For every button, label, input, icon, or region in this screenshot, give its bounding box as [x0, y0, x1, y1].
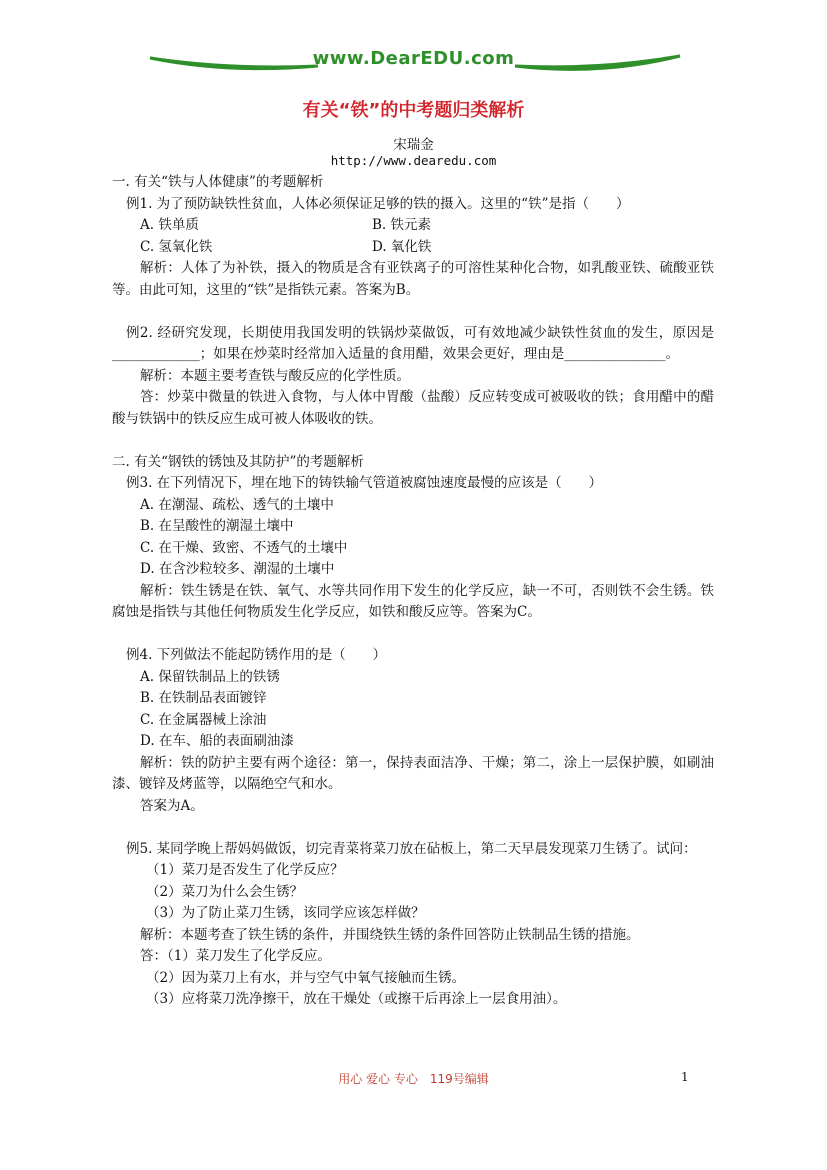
example-5-question: 例5. 某同学晚上帮妈妈做饭，切完青菜将菜刀放在砧板上，第二天早晨发现菜刀生锈了。试问：	[126, 840, 697, 857]
author: 宋瑞金	[393, 137, 434, 153]
option-c: C. 氢氧化铁	[140, 238, 213, 255]
page-number: 1	[681, 1070, 689, 1084]
example-2-question: 例2. 经研究发现，长期使用我国发明的铁锅炒菜做饭，可有效地减少缺铁性贫血的发生，原因是_____________；如果在炒菜时经常加入适量的食用醋，效果会更好，理由是_______________。	[112, 324, 714, 362]
example-5-answer-2: （2）因为菜刀上有水，并与空气中氧气接触而生锈。	[146, 969, 466, 986]
example-3-option-d: D. 在含沙粒较多、潮湿的土壤中	[140, 561, 335, 577]
example-2-analysis: 解析：本题主要考查铁与酸反应的化学性质。	[140, 367, 410, 384]
example-3-option-b: B. 在呈酸性的潮湿土壤中	[140, 518, 294, 534]
document-title: 有关“铁”的中考题归类解析	[302, 100, 525, 121]
footer-text: 用心 爱心 专心 119号编辑	[338, 1072, 489, 1086]
example-4-option-c: C. 在金属器械上涂油	[140, 711, 267, 728]
site-header	[0, 40, 827, 85]
example-1-options-row-2	[112, 237, 714, 259]
example-4-option-a: A. 保留铁制品上的铁锈	[140, 668, 280, 685]
example-4-option-b: B. 在铁制品表面镀锌	[140, 690, 267, 706]
example-3-option-a: A. 在潮湿、疏松、透气的土壤中	[140, 496, 334, 513]
example-5-analysis: 解析：本题考查了铁生锈的条件，并围绕铁生锈的条件回答防止铁制品生锈的措施。	[140, 926, 640, 943]
example-5-subquestion-2: （2）菜刀为什么会生锈？	[146, 883, 304, 900]
example-5-subquestion-3: （3）为了防止菜刀生锈，该同学应该怎样做？	[146, 905, 425, 921]
example-3-analysis: 解析：铁生锈是在铁、氧气、水等共同作用下发生的化学反应，缺一不可，否则铁不会生锈。铁腐蚀是指铁与其他任何物质发生化学反应，如铁和酸反应等。答案为C。	[112, 582, 714, 620]
source-url[interactable]: http://www.dearedu.com	[330, 153, 497, 168]
option-a: A. 铁单质	[140, 217, 199, 233]
example-3-option-c: C. 在干燥、致密、不透气的土壤中	[140, 539, 348, 556]
example-4-option-d: D. 在车、船的表面刷油漆	[140, 733, 294, 749]
option-b: B. 铁元素	[372, 217, 432, 233]
example-1-question: 例1. 为了预防缺铁性贫血，人体必须保证足够的铁的摄入。这里的“铁”是指（ ）	[126, 195, 630, 212]
option-d: D. 氧化铁	[372, 238, 432, 255]
example-2-answer: 答：炒菜中微量的铁进入食物，与人体中胃酸（盐酸）反应转变成可被吸收的铁；食用醋中的醋酸与铁锅中的铁反应生成可被人体吸收的铁。	[112, 389, 714, 427]
example-4-question: 例4. 下列做法不能起防锈作用的是（ ）	[126, 647, 387, 663]
example-4-analysis: 解析：铁的防护主要有两个途径：第一，保持表面洁净、干燥；第二，涂上一层保护膜，如刷油漆、镀锌及烤蓝等，以隔绝空气和水。	[112, 754, 714, 792]
example-5-answer-1: 答：（1）菜刀发生了化学反应。	[140, 948, 331, 964]
site-name[interactable]: www.DearEDU.com	[312, 48, 515, 69]
document-body	[112, 172, 714, 1011]
example-4-answer: 答案为A。	[140, 797, 204, 814]
example-1-analysis: 解析：人体了为补铁，摄入的物质是含有亚铁离子的可溶性某种化合物，如乳酸亚铁、硫酸亚铁等。由此可知，这里的“铁”是指铁元素。答案为B。	[112, 260, 714, 298]
section-2-heading: 二. 有关“钢铁的锈蚀及其防护”的考题解析	[112, 453, 364, 470]
example-3-question: 例3. 在下列情况下，埋在地下的铸铁输气管道被腐蚀速度最慢的应该是（ ）	[126, 475, 603, 491]
example-5-answer-3: （3）应将菜刀洗净擦干，放在干燥处（或擦干后再涂上一层食用油）。	[146, 991, 567, 1007]
example-1-options-row-1	[112, 215, 714, 237]
section-1-heading: 一. 有关“铁与人体健康”的考题解析	[112, 174, 324, 190]
example-5-subquestion-1: （1）菜刀是否发生了化学反应？	[146, 862, 344, 878]
